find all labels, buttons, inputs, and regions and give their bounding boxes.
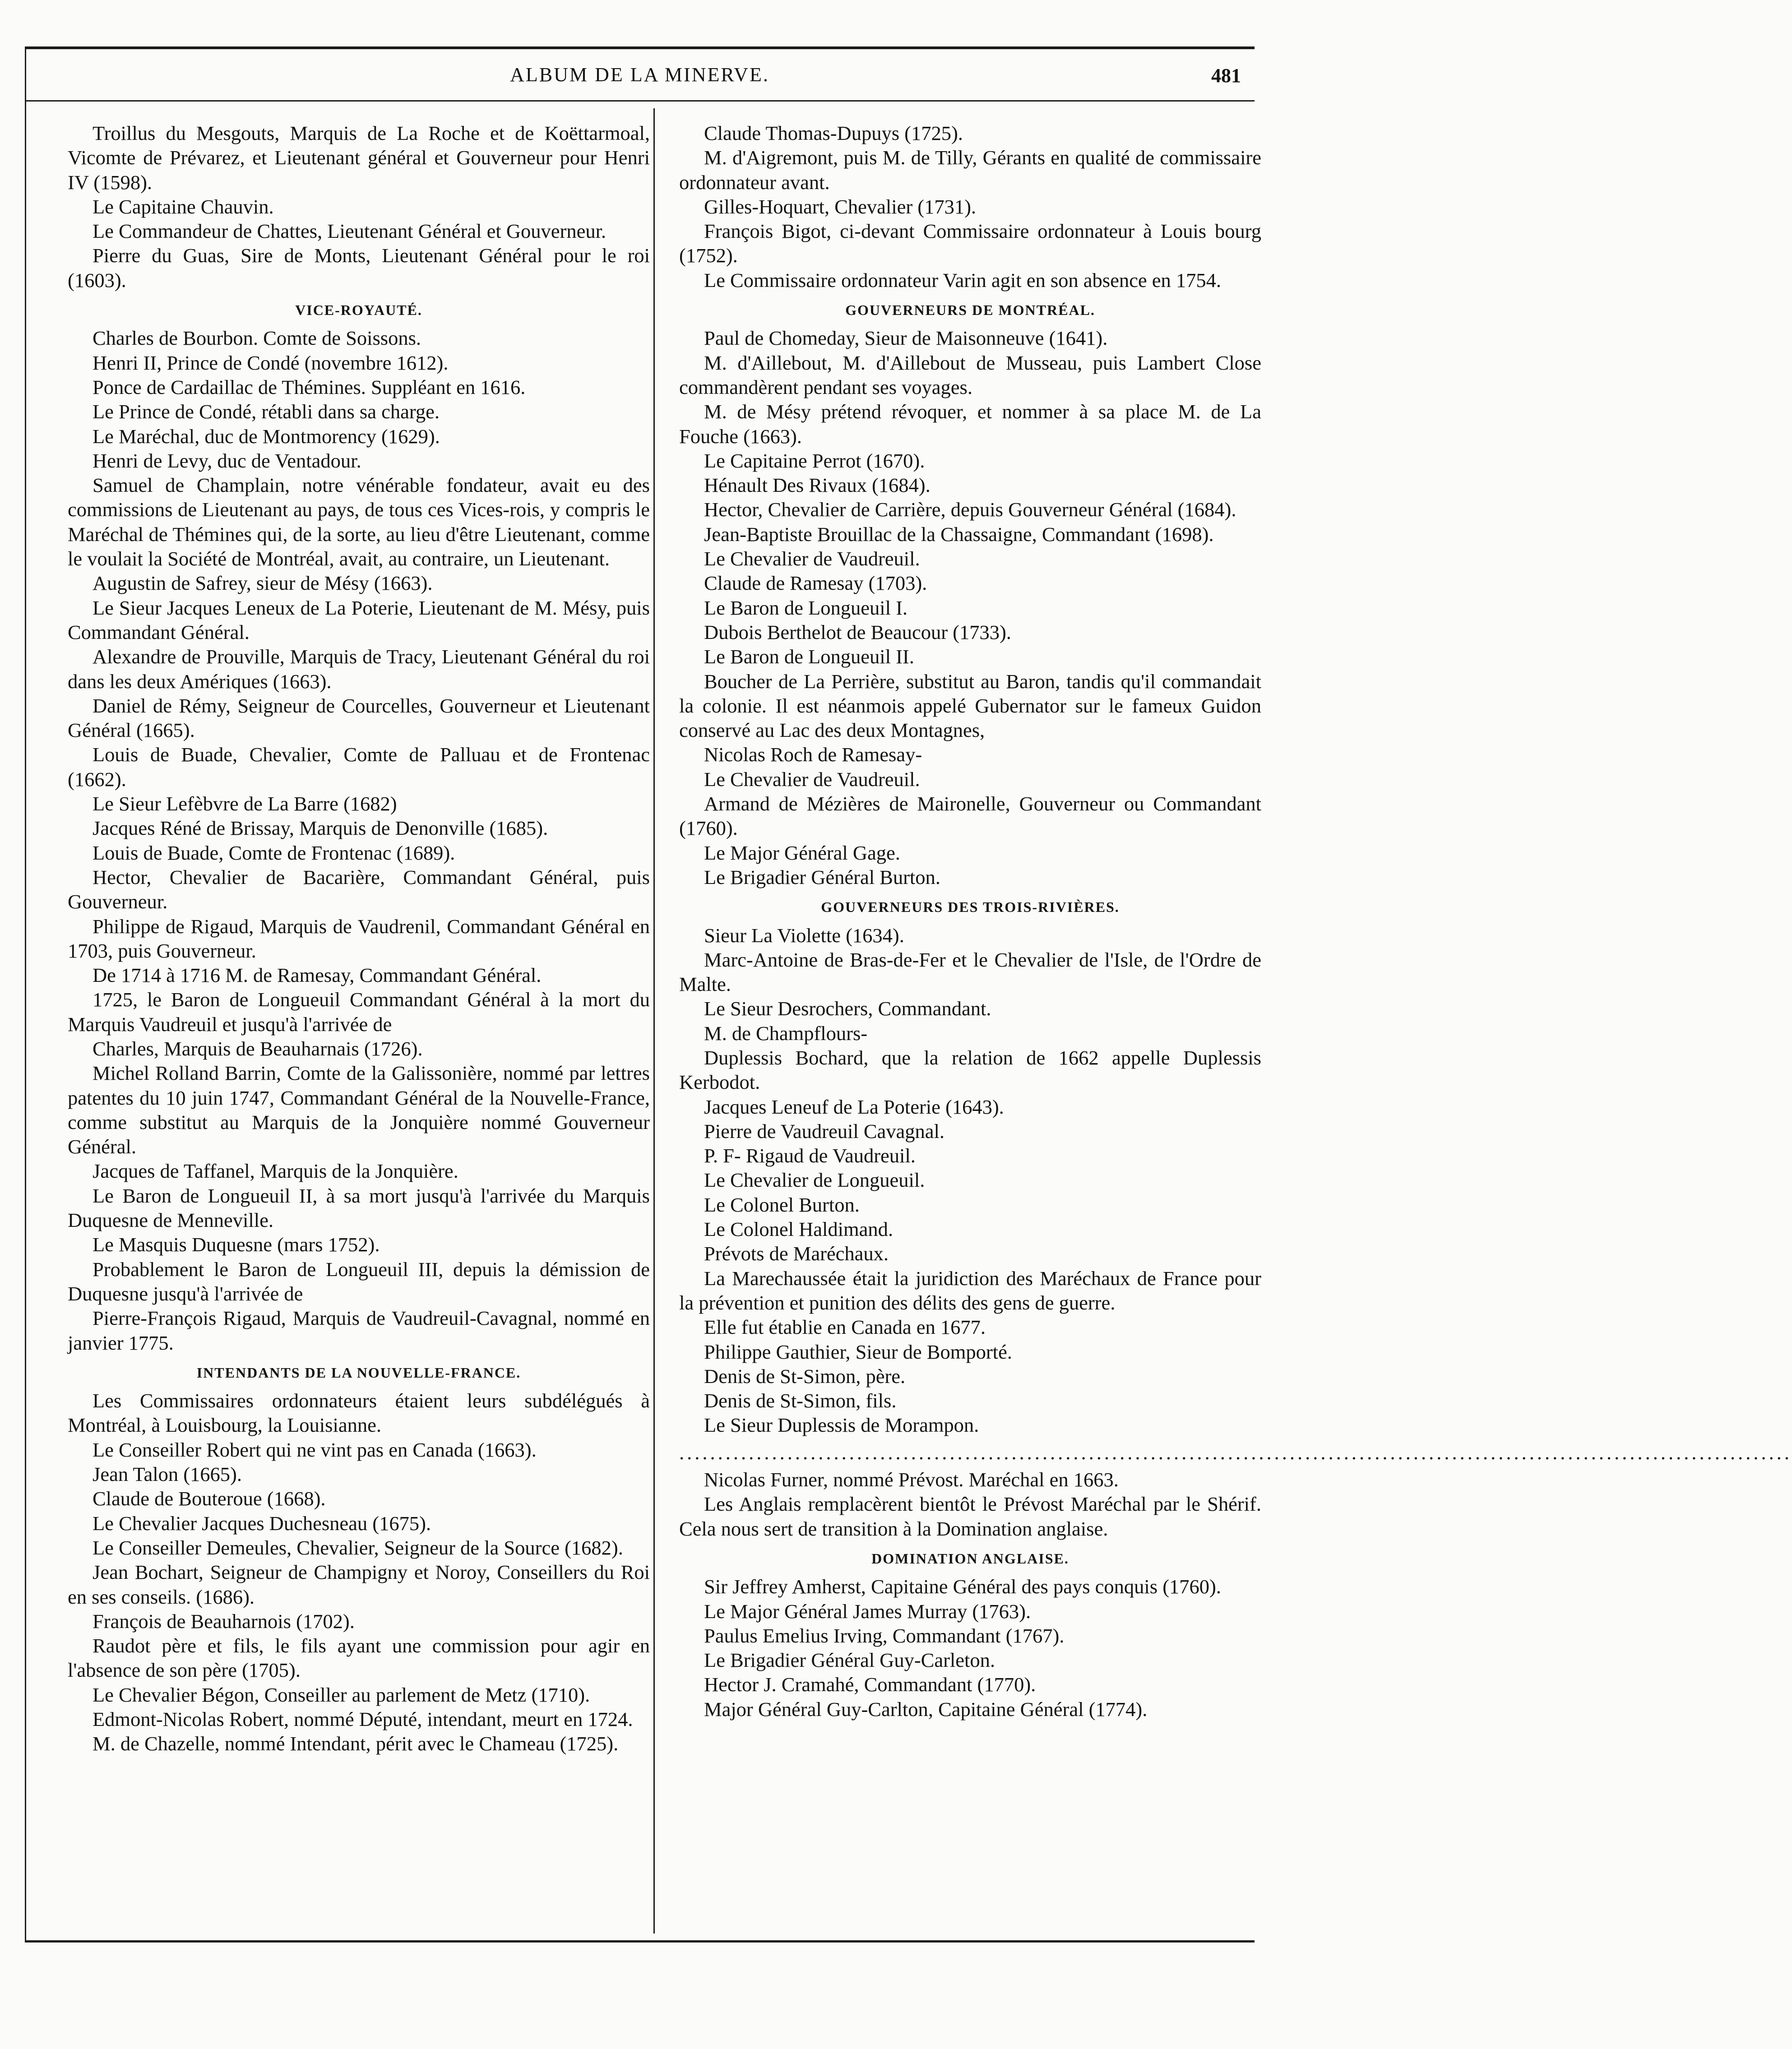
paragraph: Le Brigadier Général Burton. (704, 865, 940, 888)
left-margin-rule (25, 46, 26, 1942)
paragraph: Le Major Général Gage. (704, 841, 900, 864)
paragraph: Charles de Bourbon. Comte de Soissons. (93, 327, 421, 350)
paragraph: Le Capitaine Perrot (1670). (704, 449, 925, 472)
paragraph: Les Anglais remplacèrent bientôt le Prévost Maréchal par le Shérif. Cela nous sert de transition à la Domination anglaise. (679, 1493, 1261, 1540)
paragraph: Daniel de Rémy, Seigneur de Courcelles, Gouverneur et Lieutenant Général (1665). (68, 694, 650, 742)
paragraph: Le Sieur Jacques Leneux de La Poterie, Lieutenant de M. Mésy, puis Commandant Général. (68, 596, 650, 643)
column-divider (653, 108, 655, 1933)
paragraph: François Bigot, ci-devant Commissaire ordonnateur à Louis bourg (1752). (679, 220, 1261, 267)
paragraph: Le Chevalier de Vaudreuil. (704, 768, 920, 791)
paragraph: Le Baron de Longueuil II, à sa mort jusqu'à l'arrivée du Marquis Duquesne de Menneville. (68, 1184, 650, 1232)
paragraph: Gilles-Hoquart, Chevalier (1731). (704, 195, 977, 218)
paragraph: Edmont-Nicolas Robert, nommé Député, intendant, meurt en 1724. (93, 1708, 633, 1730)
bottom-rule (25, 1940, 1255, 1943)
paragraph: M. de Chazelle, nommé Intendant, périt avec le Chameau (1725). (93, 1732, 619, 1755)
paragraph: Le Chevalier Bégon, Conseiller au parlement de Metz (1710). (93, 1683, 590, 1706)
paragraph: Paulus Emelius Irving, Commandant (1767). (704, 1624, 1065, 1647)
paragraph: Hector J. Cramahé, Commandant (1770). (704, 1673, 1036, 1696)
paragraph: Samuel de Champlain, notre vénérable fondateur, avait eu des commissions de Lieutenant au pays, de tous ces Vices-rois, y compris le Maréchal de Thémines qui, de la sorte, au lieu d'être Lieutenant, comme le voulait la Société de Montréal, avait, au contraire, un Lieutenant. (68, 474, 650, 570)
section-heading: INTENDANTS DE LA NOUVELLE-FRANCE. (196, 1364, 521, 1381)
paragraph: Ponce de Cardaillac de Thémines. Suppléant en 1616. (93, 375, 526, 398)
paragraph: Philippe Gauthier, Sieur de Bomporté. (704, 1340, 1012, 1363)
paragraph: Hector, Chevalier de Carrière, depuis Gouverneur Général (1684). (704, 498, 1236, 521)
paragraph: Major Général Guy-Carlton, Capitaine Général (1774). (704, 1697, 1148, 1721)
paragraph: Le Conseiller Demeules, Chevalier, Seigneur de la Source (1682). (93, 1536, 623, 1559)
paragraph: 1725, le Baron de Longueuil Commandant Général à la mort du Marquis Vaudreuil et jusqu'à l'arrivée de (68, 988, 650, 1036)
paragraph: Louis de Buade, Comte de Frontenac (1689). (93, 841, 455, 864)
paragraph: Michel Rolland Barrin, Comte de la Galissonière, nommé par lettres patentes du 10 juin 1747, Commandant Général de la Nouvelle-France, comme substitut au Marquis de la Jonquière nommé Gouverneur Général. (68, 1062, 650, 1158)
paragraph: Paul de Chomeday, Sieur de Maisonneuve (1641). (704, 327, 1108, 350)
paragraph: Le Colonel Haldimand. (704, 1218, 893, 1241)
paragraph: Nicolas Roch de Ramesay- (704, 743, 922, 766)
paragraph: Le Commissaire ordonnateur Varin agit en son absence en 1754. (704, 268, 1221, 291)
paragraph: Claude de Bouteroue (1668). (93, 1487, 326, 1510)
paragraph: Le Major Général James Murray (1763). (704, 1600, 1031, 1623)
paragraph: Jean Bochart, Seigneur de Champigny et Noroy, Conseillers du Roi en ses conseils. (1686). (68, 1561, 650, 1608)
paragraph: Claude Thomas-Dupuys (1725). (704, 122, 963, 144)
paragraph: Louis de Buade, Chevalier, Comte de Palluau et de Frontenac (1662). (68, 743, 650, 791)
paragraph: Hector, Chevalier de Bacarière, Commandant Général, puis Gouverneur. (68, 865, 650, 913)
paragraph: Le Prince de Condé, rétabli dans sa charge. (93, 400, 440, 423)
paragraph: Prévots de Maréchaux. (704, 1242, 889, 1265)
paragraph: M. de Mésy prétend révoquer, et nommer à sa place M. de La Fouche (1663). (679, 400, 1261, 448)
paragraph: Sieur La Violette (1634). (704, 924, 904, 947)
section-heading: GOUVERNEURS DES TROIS-RIVIÈRES. (821, 899, 1120, 916)
paragraph: Le Colonel Burton. (704, 1193, 860, 1216)
paragraph: Alexandre de Prouville, Marquis de Tracy, Lieutenant Général du roi dans les deux Amériques (1663). (68, 645, 650, 693)
paragraph: Le Baron de Longueuil II. (704, 645, 914, 668)
paragraph: Marc-Antoine de Bras-de-Fer et le Chevalier de l'Isle, de l'Ordre de Malte. (679, 948, 1261, 996)
paragraph: Elle fut établie en Canada en 1677. (704, 1316, 986, 1339)
paragraph: Nicolas Furner, nommé Prévost. Maréchal en 1663. (704, 1468, 1119, 1491)
paragraph: Pierre de Vaudreuil Cavagnal. (704, 1119, 945, 1142)
header-rule (25, 100, 1255, 102)
paragraph: Henri II, Prince de Condé (novembre 1612). (93, 351, 449, 374)
paragraph: Jacques Leneuf de La Poterie (1643). (704, 1095, 1004, 1118)
paragraph: Henri de Levy, duc de Ventadour. (93, 449, 361, 472)
paragraph: Le Sieur Duplessis de Morampon. (704, 1414, 979, 1437)
paragraph: Le Chevalier de Vaudreuil. (704, 547, 920, 570)
paragraph: Augustin de Safrey, sieur de Mésy (1663). (93, 572, 433, 595)
paragraph: Jean Talon (1665). (93, 1463, 242, 1486)
paragraph: M. d'Aigremont, puis M. de Tilly, Gérants en qualité de commissaire ordonnateur avant. (679, 146, 1261, 194)
paragraph: P. F- Rigaud de Vaudreuil. (704, 1144, 916, 1167)
paragraph: Raudot père et fils, le fils ayant une commission pour agir en l'absence de son père (1705). (68, 1634, 650, 1682)
section-heading: DOMINATION ANGLAISE. (871, 1550, 1069, 1567)
paragraph: De 1714 à 1716 M. de Ramesay, Commandant Général. (93, 964, 542, 987)
paragraph: Jean-Baptiste Brouillac de la Chassaigne, Commandant (1698). (704, 523, 1214, 546)
paragraph: Hénault Des Rivaux (1684). (704, 474, 931, 497)
paragraph: Troillus du Mesgouts, Marquis de La Roche et de Koëttarmoal, Vicomte de Prévarez, et Lieutenant général et Gouverneur pour Henri IV (1598). (68, 122, 650, 194)
paragraph: Dubois Berthelot de Beaucour (1733). (704, 620, 1011, 643)
paragraph: Philippe de Rigaud, Marquis de Vaudrenil, Commandant Général en 1703, puis Gouverneur. (68, 915, 650, 962)
paragraph: Le Maréchal, duc de Montmorency (1629). (93, 425, 440, 448)
running-title: ALBUM DE LA MINERVE. (510, 64, 769, 86)
paragraph: Le Capitaine Chauvin. (93, 195, 274, 218)
paragraph: M. de Champflours- (704, 1022, 868, 1045)
page-number: 481 (1211, 65, 1241, 87)
page-header (25, 63, 1255, 99)
left-column (68, 121, 650, 1756)
top-rule (25, 46, 1255, 49)
paragraph: Le Masquis Duquesne (mars 1752). (93, 1233, 380, 1256)
paragraph: Pierre-François Rigaud, Marquis de Vaudreuil-Cavagnal, nommé en janvier 1775. (68, 1307, 650, 1354)
paragraph: Charles, Marquis de Beauharnais (1726). (93, 1037, 423, 1060)
paragraph: Boucher de La Perrière, substitut au Baron, tandis qu'il commandait la colonie. Il est néanmois appelé Gubernator sur le fameux Guidon conservé au Lac des deux Montagnes, (679, 670, 1261, 742)
dotted-separator: ................................................................................................................................................ (679, 1441, 1792, 1464)
paragraph: François de Beauharnois (1702). (93, 1610, 355, 1633)
paragraph: Denis de St-Simon, fils. (704, 1389, 897, 1412)
paragraph: Le Conseiller Robert qui ne vint pas en Canada (1663). (93, 1438, 537, 1461)
paragraph: Sir Jeffrey Amherst, Capitaine Général des pays conquis (1760). (704, 1575, 1222, 1598)
section-heading: GOUVERNEURS DE MONTRÉAL. (845, 302, 1095, 319)
paragraph: Le Sieur Desrochers, Commandant. (704, 997, 991, 1020)
paragraph: Probablement le Baron de Longueuil III, depuis la démission de Duquesne jusqu'à l'arrivée de (68, 1258, 650, 1305)
section-heading: VICE-ROYAUTÉ. (295, 302, 422, 319)
paragraph: Le Commandeur de Chattes, Lieutenant Général et Gouverneur. (93, 220, 607, 243)
paragraph: Le Brigadier Général Guy-Carleton. (704, 1649, 995, 1672)
paragraph: Pierre du Guas, Sire de Monts, Lieutenant Général pour le roi (1603). (68, 244, 650, 291)
paragraph: Denis de St-Simon, père. (704, 1364, 906, 1388)
paragraph: Le Baron de Longueuil I. (704, 596, 908, 619)
paragraph: Le Chevalier de Longueuil. (704, 1169, 925, 1192)
paragraph: Duplessis Bochard, que la relation de 1662 appelle Duplessis Kerbodot. (679, 1046, 1261, 1094)
paragraph: Jacques Réné de Brissay, Marquis de Denonville (1685). (93, 817, 548, 840)
right-column (679, 121, 1792, 1721)
paragraph: Jacques de Taffanel, Marquis de la Jonquière. (93, 1160, 458, 1183)
paragraph: Les Commissaires ordonnateurs étaient leurs subdélégués à Montréal, à Louisbourg, la Louisianne. (68, 1389, 650, 1437)
paragraph: M. d'Aillebout, M. d'Aillebout de Musseau, puis Lambert Close commandèrent pendant ses voyages. (679, 351, 1261, 398)
paragraph: Claude de Ramesay (1703). (704, 572, 927, 595)
paragraph: Le Chevalier Jacques Duchesneau (1675). (93, 1512, 431, 1535)
paragraph: Armand de Mézières de Maironelle, Gouverneur ou Commandant (1760). (679, 792, 1261, 840)
paragraph: La Marechaussée était la juridiction des Maréchaux de France pour la prévention et punition des délits des gens de guerre. (679, 1267, 1261, 1314)
paragraph: Le Sieur Lefèbvre de La Barre (1682) (93, 792, 397, 815)
